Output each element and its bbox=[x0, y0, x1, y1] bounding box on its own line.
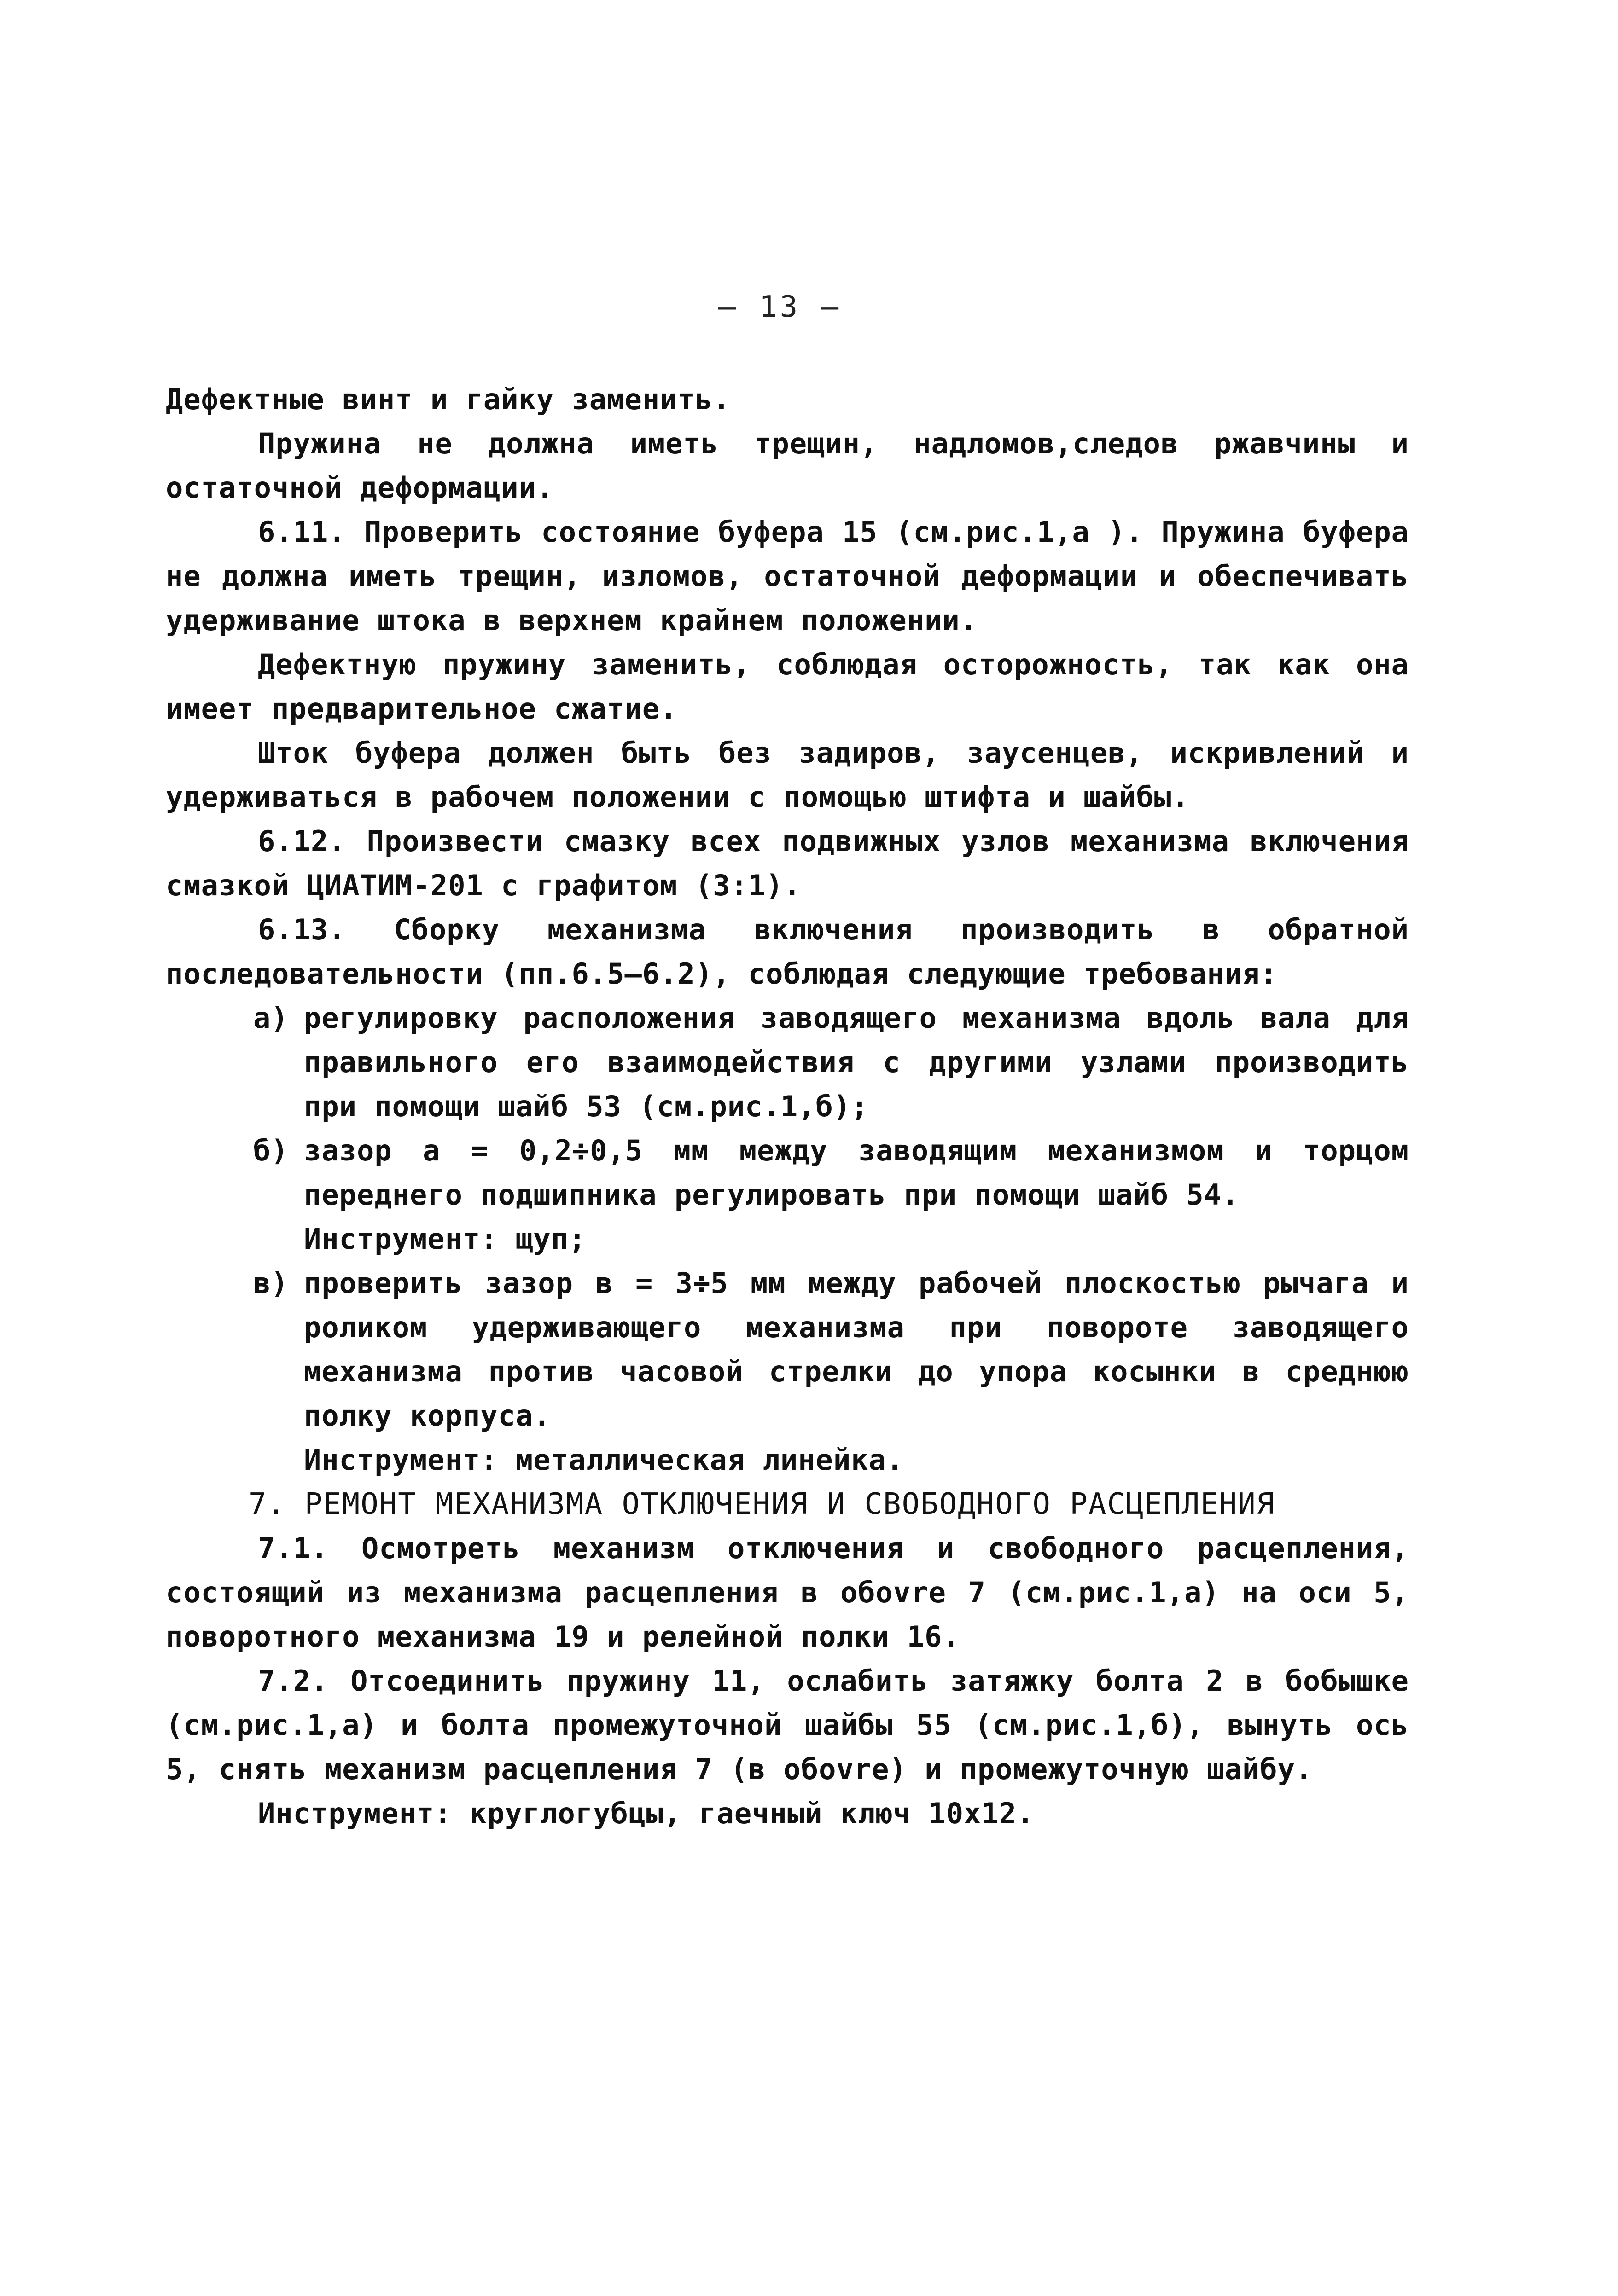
page-number: – 13 – bbox=[718, 290, 842, 324]
list-marker: а) bbox=[253, 1001, 289, 1035]
list-marker: б) bbox=[253, 1134, 289, 1167]
section-heading: 7. РЕМОНТ МЕХАНИЗМА ОТКЛЮЧЕНИЯ И СВОБОДНОГО РАСЦЕПЛЕНИЯ bbox=[249, 1487, 1275, 1521]
list-item-body: проверить зазор в = 3÷5 мм между рабочей плоскостью рычага и роликом удерживающего механизма при повороте заводящего механизма против часовой стрелки до упора косынки в среднюю полку корпуса. bbox=[304, 1266, 1409, 1432]
paragraph: Дефектную пружину заменить, соблюдая осторожность, так как она имеет предварительное сжатие. bbox=[166, 648, 1409, 725]
list-item-text bbox=[304, 1129, 1409, 1261]
paragraph: Пружина не должна иметь трещин, надломов,следов ржавчины и остаточной деформации. bbox=[166, 427, 1409, 504]
paragraph: 6.11. Проверить состояние буфера 15 (см.рис.1,а ). Пружина буфера не должна иметь трещин, изломов, остаточной деформации и обеспечивать удерживание штока в верхнем крайнем положении. bbox=[166, 515, 1409, 637]
paragraph: 6.13. Сборку механизма включения производить в обратной последовательности (пп.6.5–6.2), соблюдая следующие требования: bbox=[166, 913, 1409, 991]
paragraph: Шток буфера должен быть без задиров, заусенцев, искривлений и удерживаться в рабочем положении с помощью штифта и шайбы. bbox=[166, 736, 1409, 814]
paragraph: Дефектные винт и гайку заменить. bbox=[166, 383, 731, 416]
paragraph: 6.12. Произвести смазку всех подвижных узлов механизма включения смазкой ЦИАТИМ-201 с графитом (3:1). bbox=[166, 824, 1409, 902]
document-body bbox=[166, 377, 1409, 1836]
list-item-body: зазор а = 0,2÷0,5 мм между заводящим механизмом и торцом переднего подшипника регулировать при помощи шайб 54. bbox=[304, 1134, 1409, 1212]
tool-note: Инструмент: круглогубцы, гаечный ключ 10х12. bbox=[258, 1797, 1035, 1830]
list-item bbox=[166, 1129, 1409, 1261]
tool-note: Инструмент: металлическая линейка. bbox=[304, 1443, 904, 1477]
list-marker: в) bbox=[253, 1266, 289, 1300]
list-item-text bbox=[304, 1261, 1409, 1482]
paragraph: 7.1. Осмотреть механизм отключения и свободного расцепления, состоящий из механизма расцепления в обоvre 7 (см.рис.1,а) на оси 5, поворотного механизма 19 и релейной полки 16. bbox=[166, 1531, 1409, 1653]
list-item-text: регулировку расположения заводящего механизма вдоль вала для правильного его взаимодействия с другими узлами производить при помощи шайб 53 (см.рис.1,б); bbox=[304, 1001, 1409, 1123]
paragraph: 7.2. Отсоединить пружину 11, ослабить затяжку болта 2 в бобышке (см.рис.1,а) и болта промежуточной шайбы 55 (см.рис.1,б), вынуть ось 5, снять механизм расцепления 7 (в обоvre) и промежуточную шайбу. bbox=[166, 1664, 1409, 1786]
tool-note: Инструмент: щуп; bbox=[304, 1222, 587, 1256]
list-item bbox=[166, 1261, 1409, 1482]
list-item bbox=[166, 996, 1409, 1129]
